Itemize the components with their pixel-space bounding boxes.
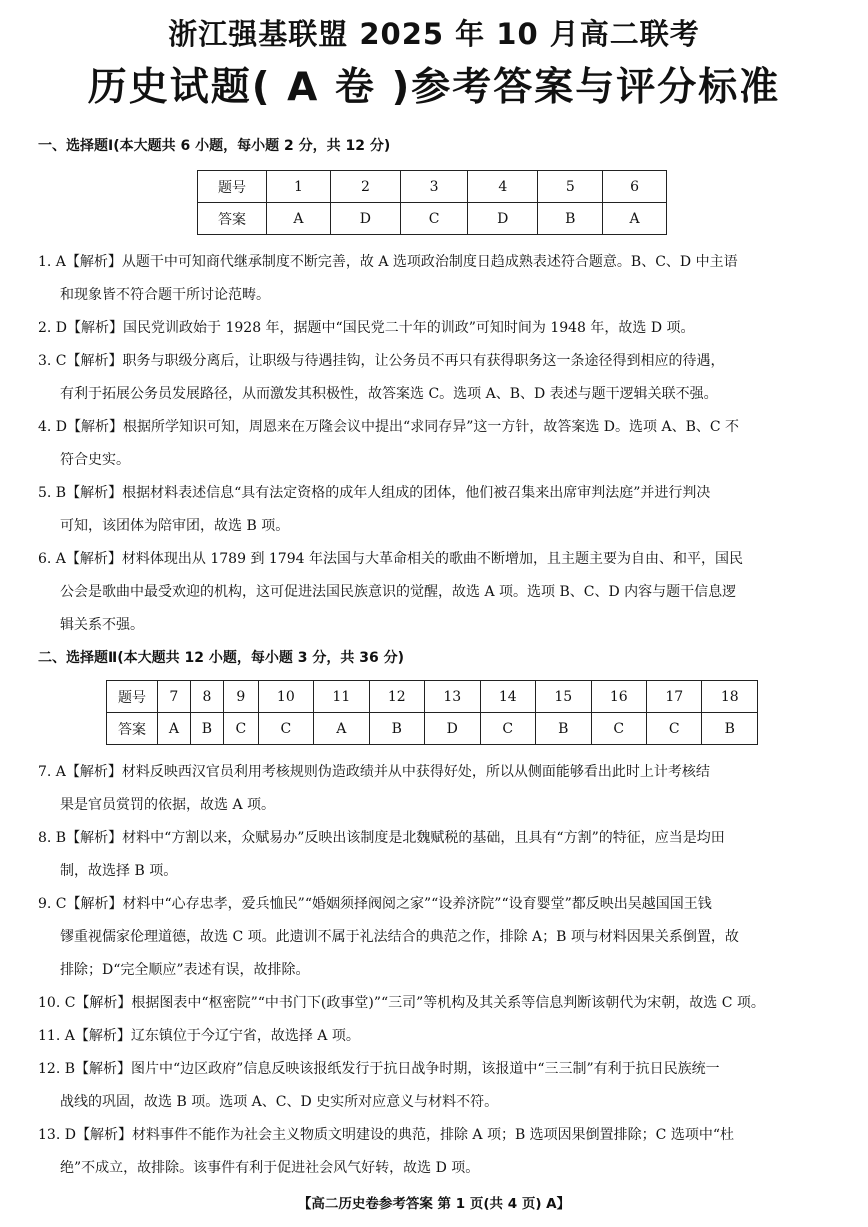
explanation-text: 3. C【解析】职务与职级分离后，让职级与待遇挂钩，让公务员不再只有获得职务这一条途径得到相应的待遇， bbox=[38, 353, 725, 369]
answer-cell: B bbox=[190, 713, 223, 745]
page-footer: 【高二历史卷参考答案 第 1 页(共 4 页) A】 bbox=[297, 1196, 571, 1212]
answer-cell: B bbox=[702, 713, 758, 745]
answer-cell: B bbox=[538, 203, 603, 235]
explanation-continuation: 公会是歌曲中最受欢迎的机构，这可促进法国民族意识的觉醒，故选 A 项。选项 B、C、D 内容与题干信息逻 bbox=[60, 584, 737, 600]
explanation-item bbox=[38, 345, 830, 411]
answer-cell: A bbox=[158, 713, 191, 745]
explanation-text: 9. C【解析】材料中“心存忠孝，爱兵恤民”“婚姻须择阀阅之家”“设养济院”“设育婴堂”都反映出吴越国国王钱 bbox=[38, 896, 712, 912]
question-number-cell: 12 bbox=[369, 681, 424, 713]
explanation-continuation: 和现象皆不符合题干所讨论范畴。 bbox=[60, 287, 270, 303]
answer-cell: B bbox=[369, 713, 424, 745]
answer-table-2 bbox=[106, 680, 758, 745]
explanation-item bbox=[38, 1053, 830, 1119]
explanation-item bbox=[38, 543, 830, 642]
question-number-cell: 3 bbox=[400, 171, 467, 203]
question-number-cell: 18 bbox=[702, 681, 758, 713]
explanation-text: 6. A【解析】材料体现出从 1789 到 1794 年法国与大革命相关的歌曲不断增加，且主题主要为自由、和平，国民 bbox=[38, 551, 743, 567]
explanation-item bbox=[38, 822, 830, 888]
answer-row bbox=[198, 203, 667, 235]
explanation-item bbox=[38, 411, 830, 477]
explanation-item bbox=[38, 312, 830, 345]
answer-cell: B bbox=[536, 713, 591, 745]
explanation-item bbox=[38, 246, 830, 312]
answer-cell: C bbox=[224, 713, 259, 745]
question-number-cell: 5 bbox=[538, 171, 603, 203]
explanation-item bbox=[38, 1020, 830, 1053]
answer-cell: A bbox=[267, 203, 331, 235]
explanation-continuation: 有利于拓展公务员发展路径，从而激发其积极性，故答案选 C。选项 A、B、D 表述与题干逻辑关联不强。 bbox=[60, 386, 718, 402]
explanation-item bbox=[38, 1119, 830, 1185]
answer-cell: C bbox=[591, 713, 646, 745]
explanation-continuation: 制，故选择 B 项。 bbox=[60, 863, 178, 879]
explanation-text: 1. A【解析】从题干中可知商代继承制度不断完善，故 A 选项政治制度日趋成熟表述符合题意。B、C、D 中主语 bbox=[38, 254, 738, 270]
question-number-cell: 14 bbox=[480, 681, 535, 713]
explanation-text: 4. D【解析】根据所学知识可知，周恩来在万隆会议中提出“求同存异”这一方针，故答案选 D。选项 A、B、C 不 bbox=[38, 419, 740, 435]
explanation-text: 8. B【解析】材料中“方割以来，众赋易办”反映出该制度是北魏赋税的基础，且具有“方割”的特征，应当是均田 bbox=[38, 830, 725, 846]
answer-table-1 bbox=[197, 170, 667, 235]
question-number-cell: 10 bbox=[258, 681, 313, 713]
question-number-cell: 8 bbox=[190, 681, 223, 713]
answer-cell: C bbox=[400, 203, 467, 235]
explanation-text: 2. D【解析】国民党训政始于 1928 年，据题中“国民党二十年的训政”可知时间为 1948 年，故选 D 项。 bbox=[38, 320, 695, 336]
answer-cell: D bbox=[468, 203, 538, 235]
row-label-answer: 答案 bbox=[198, 203, 267, 235]
question-number-cell: 13 bbox=[425, 681, 480, 713]
document-title: 历史试题( A 卷 )参考答案与评分标准 bbox=[87, 65, 781, 110]
explanation-continuation: 排除；D“完全顺应”表述有误，故排除。 bbox=[60, 962, 310, 978]
answer-cell: A bbox=[314, 713, 369, 745]
explanation-continuation: 果是官员赏罚的依据，故选 A 项。 bbox=[60, 797, 276, 813]
answer-cell: C bbox=[646, 713, 701, 745]
section-1-heading: 一、选择题Ⅰ(本大题共 6 小题，每小题 2 分，共 12 分) bbox=[38, 138, 391, 154]
explanation-item bbox=[38, 888, 830, 987]
explanations-section-2 bbox=[38, 756, 830, 1185]
row-label-question: 题号 bbox=[198, 171, 267, 203]
question-number-cell: 11 bbox=[314, 681, 369, 713]
explanation-text: 11. A【解析】辽东镇位于今辽宁省，故选择 A 项。 bbox=[38, 1028, 360, 1044]
question-number-cell: 2 bbox=[330, 171, 400, 203]
question-number-cell: 16 bbox=[591, 681, 646, 713]
explanation-text: 7. A【解析】材料反映西汉官员利用考核规则伪造政绩并从中获得好处，所以从侧面能够看出此时上计考核结 bbox=[38, 764, 710, 780]
explanation-continuation: 镠重视儒家伦理道德，故选 C 项。此遗训不属于礼法结合的典范之作，排除 A；B 项与材料因果关系倒置，故 bbox=[60, 929, 739, 945]
question-number-cell: 6 bbox=[603, 171, 667, 203]
explanation-item bbox=[38, 756, 830, 822]
explanation-text: 12. B【解析】图片中“边区政府”信息反映该报纸发行于抗日战争时期，该报道中“三三制”有利于抗日民族统一 bbox=[38, 1061, 720, 1077]
explanation-continuation: 辑关系不强。 bbox=[60, 617, 144, 633]
explanation-continuation: 符合史实。 bbox=[60, 452, 130, 468]
row-label-answer: 答案 bbox=[107, 713, 158, 745]
answer-cell: C bbox=[480, 713, 535, 745]
answer-cell: D bbox=[425, 713, 480, 745]
explanation-text: 10. C【解析】根据图表中“枢密院”“中书门下(政事堂)”“三司”等机构及其关系等信息判断该朝代为宋朝，故选 C 项。 bbox=[38, 995, 765, 1011]
answer-row bbox=[107, 713, 758, 745]
question-number-row bbox=[107, 681, 758, 713]
exam-title: 浙江强基联盟 2025 年 10 月高二联考 bbox=[168, 17, 700, 51]
answer-cell: A bbox=[603, 203, 667, 235]
question-number-cell: 9 bbox=[224, 681, 259, 713]
explanations-section-1 bbox=[38, 246, 830, 642]
explanation-continuation: 绝”不成立，故排除。该事件有利于促进社会风气好转，故选 D 项。 bbox=[60, 1160, 480, 1176]
explanation-continuation: 可知，该团体为陪审团，故选 B 项。 bbox=[60, 518, 290, 534]
explanation-item bbox=[38, 987, 830, 1020]
question-number-cell: 15 bbox=[536, 681, 591, 713]
answer-cell: C bbox=[258, 713, 313, 745]
section-2-heading: 二、选择题Ⅱ(本大题共 12 小题，每小题 3 分，共 36 分) bbox=[38, 650, 404, 666]
question-number-cell: 7 bbox=[158, 681, 191, 713]
question-number-cell: 17 bbox=[646, 681, 701, 713]
question-number-cell: 1 bbox=[267, 171, 331, 203]
explanation-text: 5. B【解析】根据材料表述信息“具有法定资格的成年人组成的团体，他们被召集来出席审判法庭”并进行判决 bbox=[38, 485, 711, 501]
explanation-text: 13. D【解析】材料事件不能作为社会主义物质文明建设的典范，排除 A 项；B 选项因果倒置排除；C 选项中“杜 bbox=[38, 1127, 735, 1143]
explanation-continuation: 战线的巩固，故选 B 项。选项 A、C、D 史实所对应意义与材料不符。 bbox=[60, 1094, 499, 1110]
row-label-question: 题号 bbox=[107, 681, 158, 713]
explanation-item bbox=[38, 477, 830, 543]
question-number-cell: 4 bbox=[468, 171, 538, 203]
question-number-row bbox=[198, 171, 667, 203]
answer-cell: D bbox=[330, 203, 400, 235]
